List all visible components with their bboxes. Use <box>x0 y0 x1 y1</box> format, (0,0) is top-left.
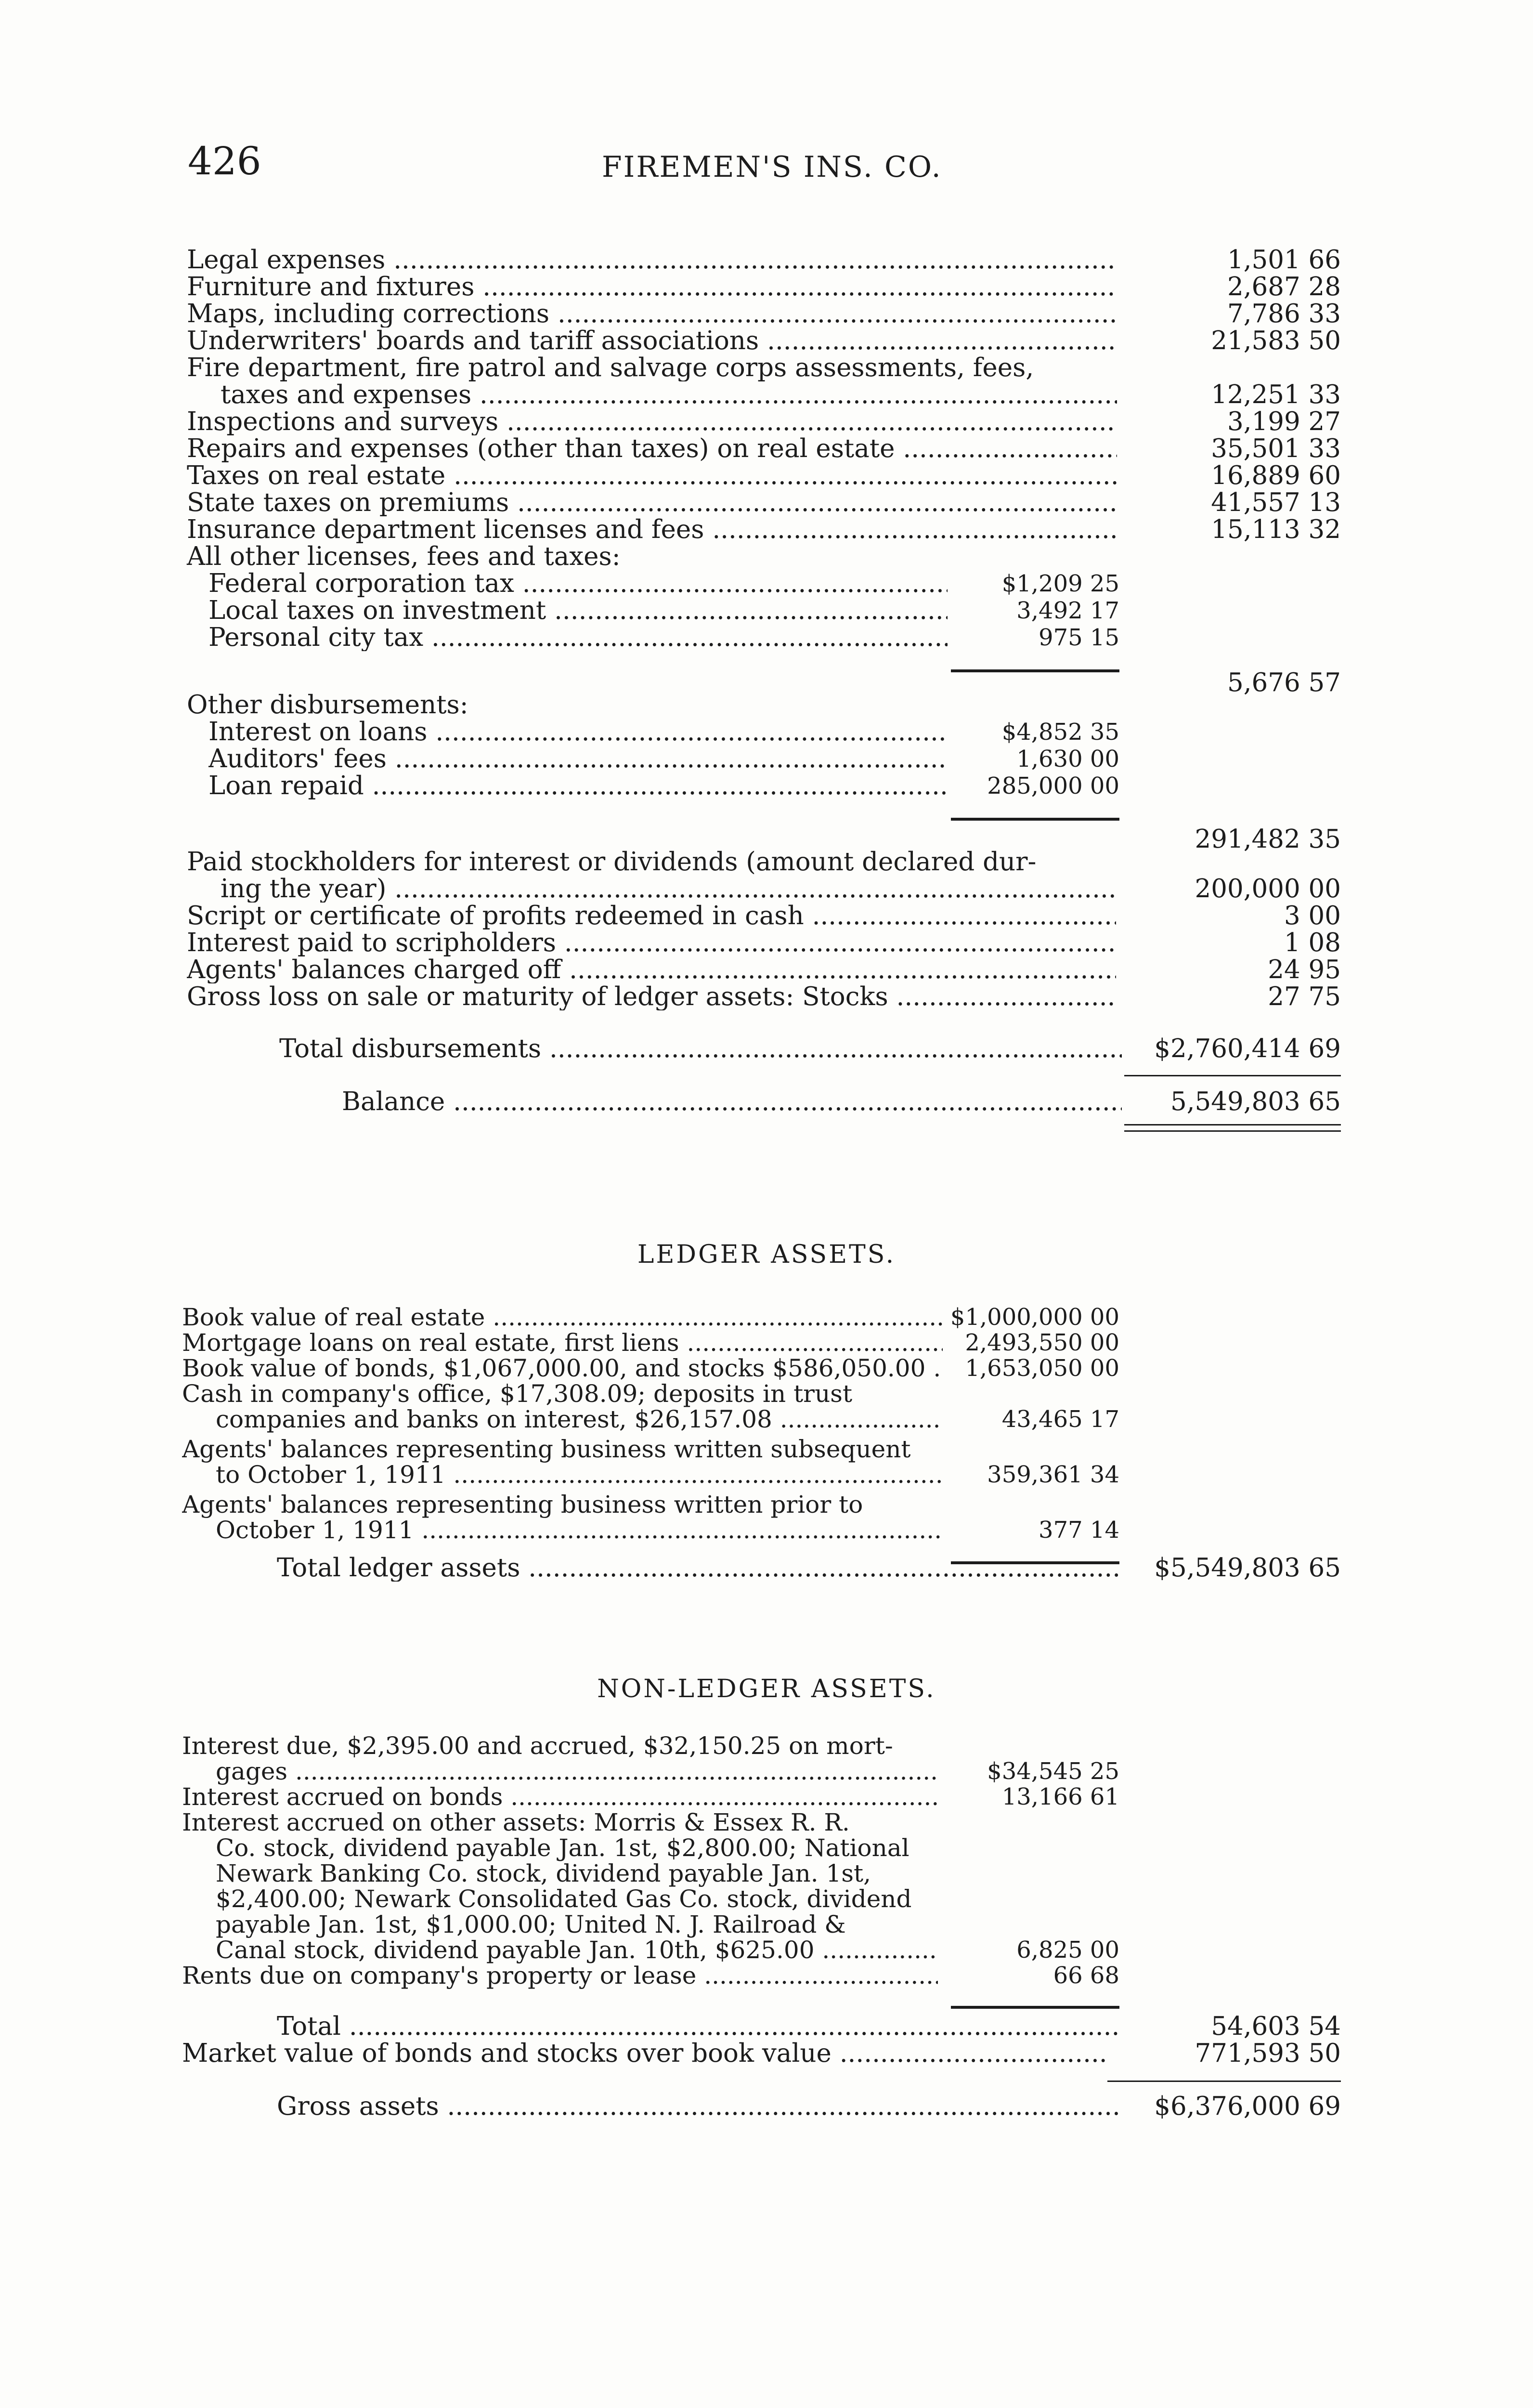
paid-row <box>187 929 1341 956</box>
line-amount: 975 15 <box>1039 624 1119 651</box>
line-label: Agents' balances charged off ..... <box>187 956 1116 983</box>
line-amount: 200,000 00 <box>1195 874 1341 903</box>
licenses-total: 5,676 57 <box>1227 668 1341 697</box>
ledger-row <box>182 1380 1341 1407</box>
line-label: Maps, including corrections ..... <box>187 301 1117 327</box>
ledger-row <box>182 1436 1341 1463</box>
line-label: State taxes on premiums ..... <box>187 489 1117 516</box>
disbursement-row <box>187 516 1341 543</box>
line-amount: $4,852 35 <box>1001 719 1119 746</box>
line-amount: 285,000 00 <box>987 772 1119 799</box>
other-total: 291,482 35 <box>1195 824 1341 854</box>
line-label: Balance ..... <box>342 1088 1122 1115</box>
other-row <box>208 772 1341 799</box>
line-amount: 43,465 17 <box>1001 1406 1119 1433</box>
line-label: Total ledger assets ..... <box>277 1555 1119 1582</box>
line-label: Book value of bonds, $1,067,000.00, and stocks $586,050.00 ..... <box>182 1355 943 1382</box>
line-amount: 3 00 <box>1284 901 1341 930</box>
ledger-row <box>182 1304 1341 1331</box>
paid-row <box>187 956 1341 983</box>
line-label: Underwriters' boards and tariff associations ..... <box>187 327 1117 354</box>
page-title: FIREMEN'S INS. CO. <box>602 150 942 184</box>
line-amount: 377 14 <box>1039 1517 1119 1544</box>
line-label: Mortgage loans on real estate, first liens ..... <box>182 1329 943 1356</box>
line-amount: 16,889 60 <box>1211 461 1341 490</box>
line-amount: $2,760,414 69 <box>1154 1034 1341 1063</box>
non-ledger-assets-title: NON-LEDGER ASSETS. <box>597 1675 936 1703</box>
line-label: Interest on loans ..... <box>208 719 948 746</box>
ledger-row <box>216 1461 1341 1488</box>
disbursement-row <box>187 408 1341 435</box>
ledger-row <box>216 1406 1341 1433</box>
line-amount: 27 75 <box>1268 982 1341 1011</box>
line-amount: 66 68 <box>1053 1962 1119 1989</box>
subtotal-rule <box>951 2006 1119 2009</box>
other-heading: Other disbursements: <box>187 690 468 720</box>
non-ledger-row <box>216 1885 1341 1912</box>
line-amount: 3,199 27 <box>1227 407 1341 436</box>
line-amount: 41,557 13 <box>1211 488 1341 517</box>
line-label: October 1, 1911 ..... <box>216 1517 943 1544</box>
line-amount: 3,492 17 <box>1016 597 1119 624</box>
paid-row <box>221 876 1341 903</box>
double-rule <box>1124 1124 1341 1132</box>
non-ledger-total-row <box>277 2013 1341 2040</box>
line-label: Cash in company's office, $17,308.09; deposits in trust <box>182 1380 853 1407</box>
non-ledger-row <box>216 1758 1341 1785</box>
line-label: Interest paid to scripholders ..... <box>187 929 1116 956</box>
line-amount: 771,593 50 <box>1195 2039 1341 2068</box>
line-amount: 24 95 <box>1268 955 1341 984</box>
line-label: Total disbursements ..... <box>279 1035 1122 1062</box>
non-ledger-row <box>216 1937 1341 1963</box>
line-amount: 12,251 33 <box>1211 380 1341 409</box>
paid-row <box>187 983 1341 1010</box>
disbursement-row <box>187 327 1341 354</box>
disbursement-row <box>221 381 1341 408</box>
license-row <box>208 597 1341 624</box>
line-label: $2,400.00; Newark Consolidated Gas Co. stock, dividend <box>216 1885 912 1912</box>
line-label: Script or certificate of profits redeemed in cash ..... <box>187 903 1116 929</box>
line-amount: $5,549,803 65 <box>1154 1553 1341 1583</box>
balance-row <box>342 1088 1341 1115</box>
line-label: Canal stock, dividend payable Jan. 10th, $625.00 ..... <box>216 1937 938 1963</box>
line-label: Agents' balances representing business written prior to <box>182 1491 863 1518</box>
line-label: taxes and expenses ..... <box>221 381 1117 408</box>
line-amount: 21,583 50 <box>1211 326 1341 355</box>
disbursement-row <box>187 301 1341 327</box>
non-ledger-row <box>182 1809 1341 1836</box>
line-label: Repairs and expenses (other than taxes) on real estate ..... <box>187 435 1117 462</box>
line-label: Market value of bonds and stocks over book value ..... <box>182 2040 1106 2067</box>
line-amount: $1,209 25 <box>1001 570 1119 597</box>
line-label: Auditors' fees ..... <box>208 746 948 772</box>
subtotal-rule <box>951 818 1119 821</box>
line-label: Federal corporation tax ..... <box>208 570 948 597</box>
line-amount: 359,361 34 <box>987 1461 1119 1488</box>
disbursement-row <box>187 247 1341 274</box>
line-label: payable Jan. 1st, $1,000.00; United N. J. Railroad & <box>216 1911 846 1938</box>
line-amount: 54,603 54 <box>1211 2012 1341 2041</box>
line-label: Personal city tax ..... <box>208 624 948 651</box>
line-label: Gross loss on sale or maturity of ledger assets: Stocks ..... <box>187 983 1116 1010</box>
licenses-heading: All other licenses, fees and taxes: <box>187 542 621 571</box>
other-row <box>208 719 1341 746</box>
line-label: Inspections and surveys ..... <box>187 408 1117 435</box>
line-amount: 1,653,050 00 <box>965 1355 1119 1382</box>
line-label: Interest due, $2,395.00 and accrued, $32,150.25 on mort- <box>182 1732 893 1759</box>
subtotal-rule <box>951 669 1119 672</box>
line-amount: 13,166 61 <box>1001 1783 1119 1810</box>
line-amount: 35,501 33 <box>1211 434 1341 463</box>
line-label: Local taxes on investment ..... <box>208 597 948 624</box>
line-amount: 2,687 28 <box>1227 272 1341 301</box>
line-amount: $1,000,000 00 <box>950 1304 1119 1331</box>
total-disbursements-row <box>279 1035 1341 1062</box>
line-label: Interest accrued on other assets: Morris & Essex R. R. <box>182 1809 850 1836</box>
total-rule <box>1124 1075 1341 1076</box>
ledger-row <box>182 1491 1341 1518</box>
line-label: Gross assets ..... <box>277 2093 1119 2120</box>
line-label: to October 1, 1911 ..... <box>216 1461 943 1488</box>
non-ledger-row <box>216 1860 1341 1887</box>
disbursement-row <box>187 435 1341 462</box>
license-row <box>208 570 1341 597</box>
line-amount: 15,113 32 <box>1211 515 1341 544</box>
license-row <box>208 624 1341 651</box>
ledger-assets-title: LEDGER ASSETS. <box>637 1240 896 1269</box>
disbursement-row <box>187 462 1341 489</box>
line-amount: 1,501 66 <box>1227 245 1341 275</box>
paid-row <box>187 903 1341 929</box>
non-ledger-row <box>216 1834 1341 1861</box>
line-amount: 1 08 <box>1284 928 1341 957</box>
line-label: gages ..... <box>216 1758 938 1785</box>
non-ledger-row <box>182 1783 1341 1810</box>
non-ledger-row <box>182 1732 1341 1759</box>
line-label: Co. stock, dividend payable Jan. 1st, $2,800.00; National <box>216 1834 909 1861</box>
ledger-row <box>216 1517 1341 1544</box>
line-label: Rents due on company's property or lease ..... <box>182 1962 938 1989</box>
non-ledger-row <box>216 1911 1341 1938</box>
line-amount: $6,376,000 69 <box>1154 2092 1341 2121</box>
line-label: Interest accrued on bonds ..... <box>182 1783 938 1810</box>
ledger-row <box>182 1329 1341 1356</box>
line-amount: 2,493,550 00 <box>965 1329 1119 1356</box>
disbursement-row <box>187 274 1341 301</box>
line-label: Newark Banking Co. stock, dividend payable Jan. 1st, <box>216 1860 871 1887</box>
line-amount: 1,630 00 <box>1016 746 1119 772</box>
disbursement-row <box>187 354 1341 381</box>
line-label: Legal expenses ..... <box>187 247 1117 274</box>
line-amount: 6,825 00 <box>1016 1937 1119 1963</box>
paid-row <box>187 849 1341 876</box>
non-ledger-row <box>182 1962 1341 1989</box>
total-ledger-row <box>277 1555 1341 1582</box>
gross-assets-row <box>277 2093 1341 2120</box>
line-label: Total ..... <box>277 2013 1119 2040</box>
other-row <box>208 746 1341 772</box>
line-label: Book value of real estate ..... <box>182 1304 943 1331</box>
line-label: Taxes on real estate ..... <box>187 462 1117 489</box>
line-label: Loan repaid ..... <box>208 772 948 799</box>
line-amount: 7,786 33 <box>1227 299 1341 328</box>
line-label: Fire department, fire patrol and salvage corps assessments, fees, <box>187 354 1034 381</box>
line-amount: $34,545 25 <box>987 1758 1119 1785</box>
line-label: Paid stockholders for interest or dividends (amount declared dur- <box>187 849 1037 876</box>
line-label: Furniture and fixtures ..... <box>187 274 1117 301</box>
total-rule <box>1107 2081 1341 2082</box>
line-label: Agents' balances representing business written subsequent <box>182 1436 911 1463</box>
disbursement-row <box>187 489 1341 516</box>
market-value-row <box>182 2040 1341 2067</box>
line-label: companies and banks on interest, $26,157.08 ..... <box>216 1406 943 1433</box>
page-number: 426 <box>188 139 261 183</box>
line-label: Insurance department licenses and fees ..... <box>187 516 1117 543</box>
line-label: ing the year) ..... <box>221 876 1116 903</box>
ledger-row <box>182 1355 1341 1382</box>
line-amount: 5,549,803 65 <box>1170 1087 1341 1116</box>
